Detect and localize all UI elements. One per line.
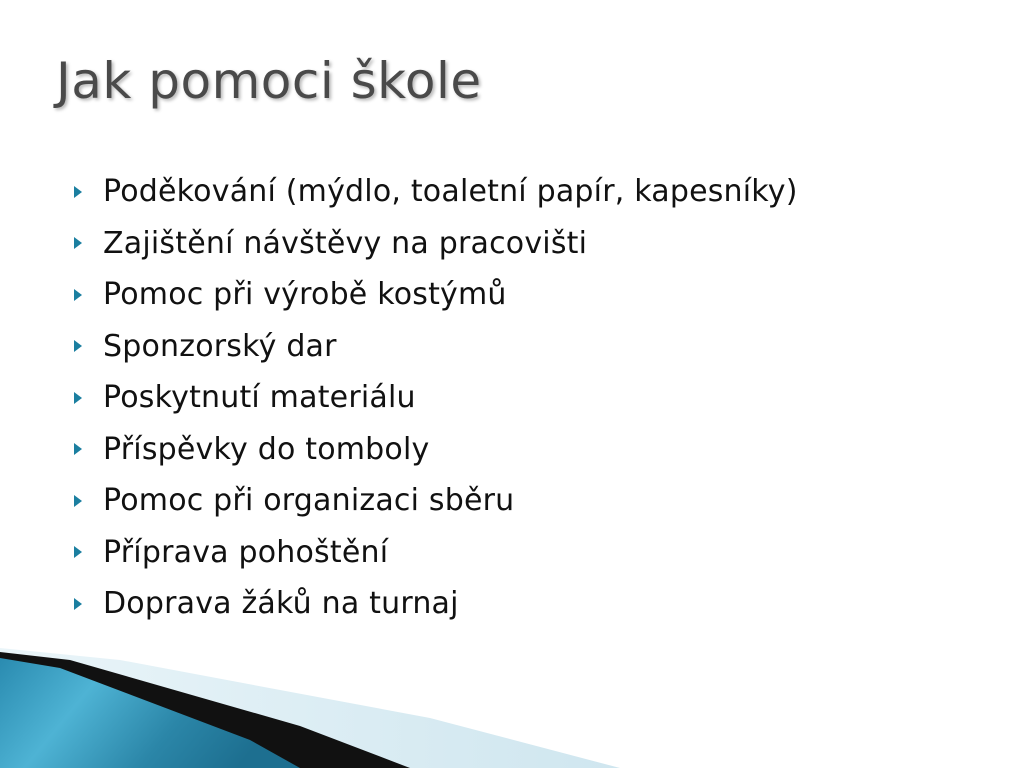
bullet-text: Zajištění návštěvy na pracovišti [103, 225, 588, 261]
bullet-list [74, 166, 798, 630]
bullet-text: Poskytnutí materiálu [103, 380, 416, 416]
triangle-right-icon [74, 186, 82, 198]
triangle-right-icon [74, 289, 82, 301]
bullet-item [74, 166, 798, 218]
bullet-item [74, 424, 798, 476]
wave-decoration [0, 640, 1024, 768]
bullet-item [74, 321, 798, 373]
triangle-right-icon [74, 340, 82, 352]
triangle-right-icon [74, 495, 82, 507]
bullet-item [74, 527, 798, 579]
bullet-item [74, 372, 798, 424]
bullet-item [74, 269, 798, 321]
triangle-right-icon [74, 546, 82, 558]
bullet-text: Doprava žáků na turnaj [103, 586, 459, 622]
bullet-text: Příprava pohoštění [103, 534, 389, 570]
triangle-right-icon [74, 237, 82, 249]
bullet-item [74, 218, 798, 270]
bullet-text: Sponzorský dar [103, 328, 337, 364]
bullet-item [74, 578, 798, 630]
triangle-right-icon [74, 392, 82, 404]
bullet-item [74, 475, 798, 527]
bullet-text: Pomoc při výrobě kostýmů [103, 277, 507, 313]
triangle-right-icon [74, 443, 82, 455]
slide-title: Jak pomoci škole [56, 52, 482, 110]
bullet-text: Pomoc při organizaci sběru [103, 483, 515, 519]
bullet-text: Poděkování (mýdlo, toaletní papír, kapesníky) [103, 174, 798, 210]
triangle-right-icon [74, 598, 82, 610]
bullet-text: Příspěvky do tomboly [103, 431, 430, 467]
